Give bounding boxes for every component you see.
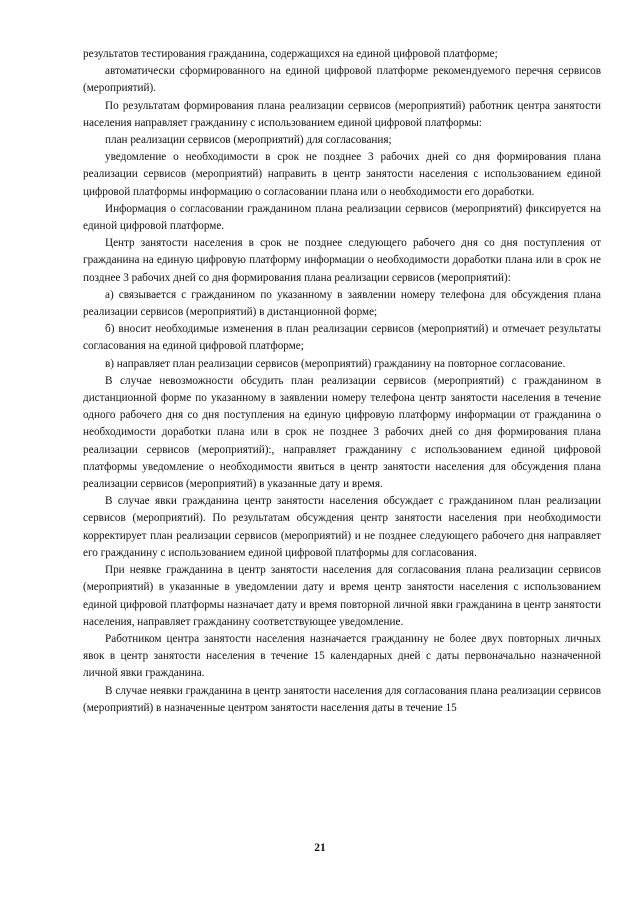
paragraph-3: По результатам формирования плана реализации сервисов (мероприятий) работник центра занятости населения направляет гражданину с использованием единой цифровой платформы: (83, 99, 601, 129)
paragraph-9: б) вносит необходимые изменения в план реализации сервисов (мероприятий) и отмечает результаты согласования на единой цифровой платформе; (83, 323, 601, 353)
page-number: 21 (314, 842, 326, 854)
paragraph-13: При неявке гражданина в центр занятости населения для согласования плана реализации сервисов (мероприятий) в указанные в уведомлении дату и время центр занятости населения с использованием единой цифровой платформы назначает дату и время повторной личной явки гражданина в центр занятости населения, направляет гражданину соответствующее уведомление. (83, 564, 601, 628)
paragraph-2: автоматически сформированного на единой цифровой платформе рекомендуемого перечня сервисов (мероприятий). (83, 65, 601, 95)
paragraph-7: Центр занятости населения в срок не позднее следующего рабочего дня со дня поступления от гражданина на единую цифровую платформу информации о необходимости доработки плана или в срок не позднее 3 рабочих дней со дня формирования плана реализации сервисов (мероприятий): (83, 237, 601, 284)
paragraph-12: В случае явки гражданина центр занятости населения обсуждает с гражданином план реализации сервисов (мероприятий). По результатам обсуждения центр занятости населения при необходимости корректирует план реализации сервисов (мероприятий) и не позднее следующего рабочего дня направляет его гражданину с использованием единой цифровой платформы для согласования. (83, 495, 601, 559)
paragraph-4: план реализации сервисов (мероприятий) для согласования; (105, 134, 392, 147)
paragraph-10: в) направляет план реализации сервисов (мероприятий) гражданину на повторное согласование. (105, 357, 566, 370)
paragraph-11: В случае невозможности обсудить план реализации сервисов (мероприятий) с гражданином в дистанционной форме по указанному в заявлении номеру телефона центр занятости населения в течение одного рабочего дня со дня поступления на единую цифровую платформу информации от гражданина о необходимости доработки плана или в срок не позднее 3 рабочих дней со дня формирования плана реализации сервисов (мероприятий):, направляет гражданину с использованием единой цифровой платформы уведомление о необходимости явиться в центр занятости населения для обсуждения плана реализации сервисов (мероприятий) в указанные дату и время. (83, 374, 601, 491)
paragraph-8: а) связывается с гражданином по указанному в заявлении номеру телефона для обсуждения плана реализации сервисов (мероприятий) в дистанционной форме; (83, 288, 601, 319)
paragraph-6: Информация о согласовании гражданином плана реализации сервисов (мероприятий) фиксируется на единой цифровой платформе. (83, 202, 601, 233)
paragraph-5: уведомление о необходимости в срок не позднее 3 рабочих дней со дня формирования плана реализации сервисов (мероприятий) направить в центр занятости населения с использованием единой цифровой платформы информацию о согласовании плана или о необходимости его доработки. (83, 151, 601, 198)
paragraph-14: Работником центра занятости населения назначается гражданину не более двух повторных личных явок в центр занятости населения в течение 15 календарных дней с даты первоначально назначенной личной явки гражданина. (83, 632, 601, 680)
document-body (83, 46, 601, 717)
paragraph-1: результатов тестирования гражданина, содержащихся на единой цифровой платформе; (83, 48, 498, 60)
paragraph-15: В случае неявки гражданина в центр занятости населения для согласования плана реализации сервисов (мероприятий) в назначенные центром занятости населения даты в течение 15 (83, 684, 601, 714)
